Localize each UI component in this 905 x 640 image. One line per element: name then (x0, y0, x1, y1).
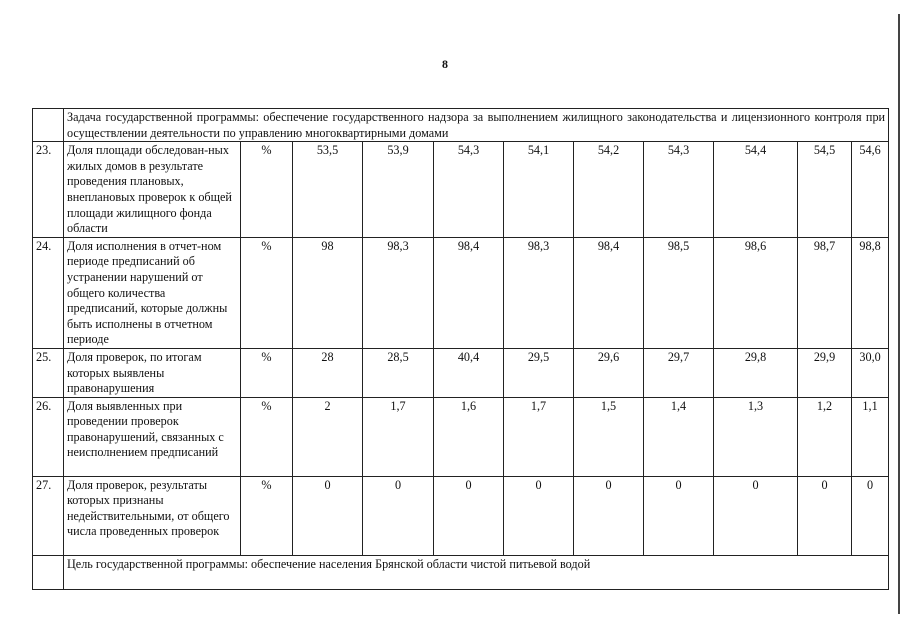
unit-cell: % (241, 348, 293, 397)
value-cell: 98,3 (363, 237, 434, 348)
value-cell: 98,6 (714, 237, 798, 348)
value-cell: 29,8 (714, 348, 798, 397)
table-row (33, 476, 889, 555)
value-cell: 98,7 (798, 237, 852, 348)
value-cell: 1,1 (852, 397, 889, 476)
value-cell: 28,5 (363, 348, 434, 397)
unit-cell: % (241, 397, 293, 476)
value-cell: 30,0 (852, 348, 889, 397)
row-number: 25. (33, 348, 64, 397)
value-cell: 1,5 (574, 397, 644, 476)
task-row (33, 109, 889, 142)
value-cell: 0 (363, 476, 434, 555)
value-cell: 2 (293, 397, 363, 476)
value-cell: 98,5 (644, 237, 714, 348)
indicator-name: Доля площади обследован-ных жилых домов в результате проведения плановых, внеплановых проверок к общей площади жилищного фонда области (64, 142, 241, 238)
row-number: 24. (33, 237, 64, 348)
value-cell: 1,7 (363, 397, 434, 476)
goal-row-num-cell (33, 555, 64, 589)
value-cell: 98,8 (852, 237, 889, 348)
value-cell: 40,4 (434, 348, 504, 397)
row-number: 27. (33, 476, 64, 555)
goal-text: Цель государственной программы: обеспечение населения Брянской области чистой питьевой водой (64, 555, 889, 589)
value-cell: 0 (852, 476, 889, 555)
value-cell: 54,4 (714, 142, 798, 238)
value-cell: 98,3 (504, 237, 574, 348)
value-cell: 1,2 (798, 397, 852, 476)
value-cell: 53,9 (363, 142, 434, 238)
value-cell: 98 (293, 237, 363, 348)
page-edge-line (898, 14, 900, 614)
value-cell: 54,2 (574, 142, 644, 238)
value-cell: 54,1 (504, 142, 574, 238)
indicator-name: Доля проверок, по итогам которых выявлены правонарушения (64, 348, 241, 397)
value-cell: 0 (644, 476, 714, 555)
table-row (33, 348, 889, 397)
value-cell: 98,4 (434, 237, 504, 348)
unit-cell: % (241, 476, 293, 555)
unit-cell: % (241, 237, 293, 348)
value-cell: 0 (434, 476, 504, 555)
table-row (33, 237, 889, 348)
page-number: 8 (442, 57, 448, 71)
row-number: 23. (33, 142, 64, 238)
value-cell: 1,3 (714, 397, 798, 476)
indicator-name: Доля исполнения в отчет-ном периоде предписаний об устранении нарушений от общего количества предписаний, которые должны быть исполнены в отчетном периоде (64, 237, 241, 348)
unit-cell: % (241, 142, 293, 238)
value-cell: 98,4 (574, 237, 644, 348)
value-cell: 0 (504, 476, 574, 555)
value-cell: 29,5 (504, 348, 574, 397)
indicator-name: Доля выявленных при проведении проверок правонарушений, связанных с неисполнением предписаний (64, 397, 241, 476)
table-row (33, 397, 889, 476)
value-cell: 54,3 (644, 142, 714, 238)
row-number: 26. (33, 397, 64, 476)
value-cell: 29,6 (574, 348, 644, 397)
value-cell: 28 (293, 348, 363, 397)
value-cell: 54,3 (434, 142, 504, 238)
goal-row (33, 555, 889, 589)
value-cell: 29,9 (798, 348, 852, 397)
value-cell: 0 (714, 476, 798, 555)
value-cell: 1,4 (644, 397, 714, 476)
task-row-num-cell (33, 109, 64, 142)
value-cell: 29,7 (644, 348, 714, 397)
value-cell: 53,5 (293, 142, 363, 238)
value-cell: 0 (293, 476, 363, 555)
value-cell: 1,6 (434, 397, 504, 476)
value-cell: 54,6 (852, 142, 889, 238)
indicators-table (32, 108, 889, 590)
value-cell: 54,5 (798, 142, 852, 238)
value-cell: 0 (798, 476, 852, 555)
value-cell: 1,7 (504, 397, 574, 476)
indicator-name: Доля проверок, результаты которых признаны недействительными, от общего числа проведенных проверок (64, 476, 241, 555)
value-cell: 0 (574, 476, 644, 555)
table-row (33, 142, 889, 238)
task-text: Задача государственной программы: обеспечение государственного надзора за выполнением жилищного законодательства и лицензионного контроля при осуществлении деятельности по управлению многоквартирными домами (64, 109, 889, 142)
